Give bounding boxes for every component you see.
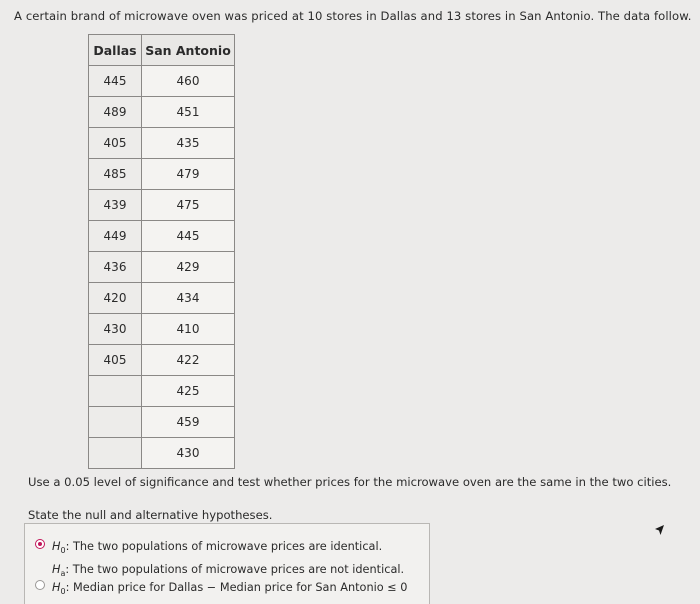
- dallas-price-cell: 485: [89, 159, 142, 190]
- san-antonio-price-cell: 430: [142, 438, 235, 469]
- dallas-price-cell: 436: [89, 252, 142, 283]
- option-1-h0: [52, 537, 404, 560]
- table-row: [89, 159, 235, 190]
- table-row: [89, 190, 235, 221]
- problem-intro: A certain brand of microwave oven was priced at 10 stores in Dallas and 13 stores in San Antonio. The data follow.: [14, 9, 692, 23]
- dallas-price-cell: 449: [89, 221, 142, 252]
- header-san-antonio: San Antonio: [142, 35, 235, 66]
- dallas-price-cell: 405: [89, 345, 142, 376]
- option-1-ha-text: : The two populations of microwave prices are not identical.: [65, 563, 405, 576]
- table-row: [89, 376, 235, 407]
- mouse-cursor-icon: [652, 523, 666, 537]
- h0-symbol: H: [52, 540, 61, 553]
- h0-subscript: 0: [60, 587, 66, 596]
- table-row: [89, 314, 235, 345]
- dallas-price-cell: 439: [89, 190, 142, 221]
- dallas-price-cell: 405: [89, 128, 142, 159]
- ha-symbol: H: [52, 563, 61, 576]
- option-2[interactable]: [35, 578, 408, 601]
- dallas-price-cell: [89, 376, 142, 407]
- option-2-h0: [52, 578, 408, 601]
- dallas-price-cell: 489: [89, 97, 142, 128]
- h0-symbol: H: [52, 581, 61, 594]
- dallas-price-cell: 445: [89, 66, 142, 97]
- san-antonio-price-cell: 451: [142, 97, 235, 128]
- table-row: [89, 438, 235, 469]
- option-2-radio[interactable]: [35, 580, 45, 590]
- table-row: [89, 407, 235, 438]
- option-2-h0-text: : Median price for Dallas − Median price for San Antonio ≤ 0: [65, 581, 408, 594]
- table-row: [89, 66, 235, 97]
- question-text: Use a 0.05 level of significance and test whether prices for the microwave oven are the same in the two cities.: [28, 475, 672, 489]
- dallas-price-cell: [89, 438, 142, 469]
- san-antonio-price-cell: 445: [142, 221, 235, 252]
- ha-subscript: a: [60, 569, 66, 578]
- san-antonio-price-cell: 459: [142, 407, 235, 438]
- san-antonio-price-cell: 460: [142, 66, 235, 97]
- table-row: [89, 345, 235, 376]
- hypotheses-prompt: State the null and alternative hypotheses.: [28, 508, 273, 522]
- san-antonio-price-cell: 475: [142, 190, 235, 221]
- san-antonio-price-cell: 479: [142, 159, 235, 190]
- price-table-body: [89, 66, 235, 469]
- option-1-radio[interactable]: [35, 539, 45, 549]
- san-antonio-price-cell: 434: [142, 283, 235, 314]
- san-antonio-price-cell: 422: [142, 345, 235, 376]
- table-row: [89, 283, 235, 314]
- option-1-h0-text: : The two populations of microwave prices are identical.: [65, 540, 383, 553]
- dallas-price-cell: 420: [89, 283, 142, 314]
- table-row: [89, 128, 235, 159]
- san-antonio-price-cell: 435: [142, 128, 235, 159]
- dallas-price-cell: [89, 407, 142, 438]
- san-antonio-price-cell: 425: [142, 376, 235, 407]
- san-antonio-price-cell: 429: [142, 252, 235, 283]
- price-table: [88, 34, 235, 469]
- table-row: [89, 221, 235, 252]
- san-antonio-price-cell: 410: [142, 314, 235, 345]
- hypotheses-options: [24, 523, 430, 604]
- option-1[interactable]: [35, 537, 404, 583]
- header-dallas: Dallas: [89, 35, 142, 66]
- h0-subscript: 0: [60, 546, 66, 555]
- table-row: [89, 252, 235, 283]
- table-row: [89, 97, 235, 128]
- dallas-price-cell: 430: [89, 314, 142, 345]
